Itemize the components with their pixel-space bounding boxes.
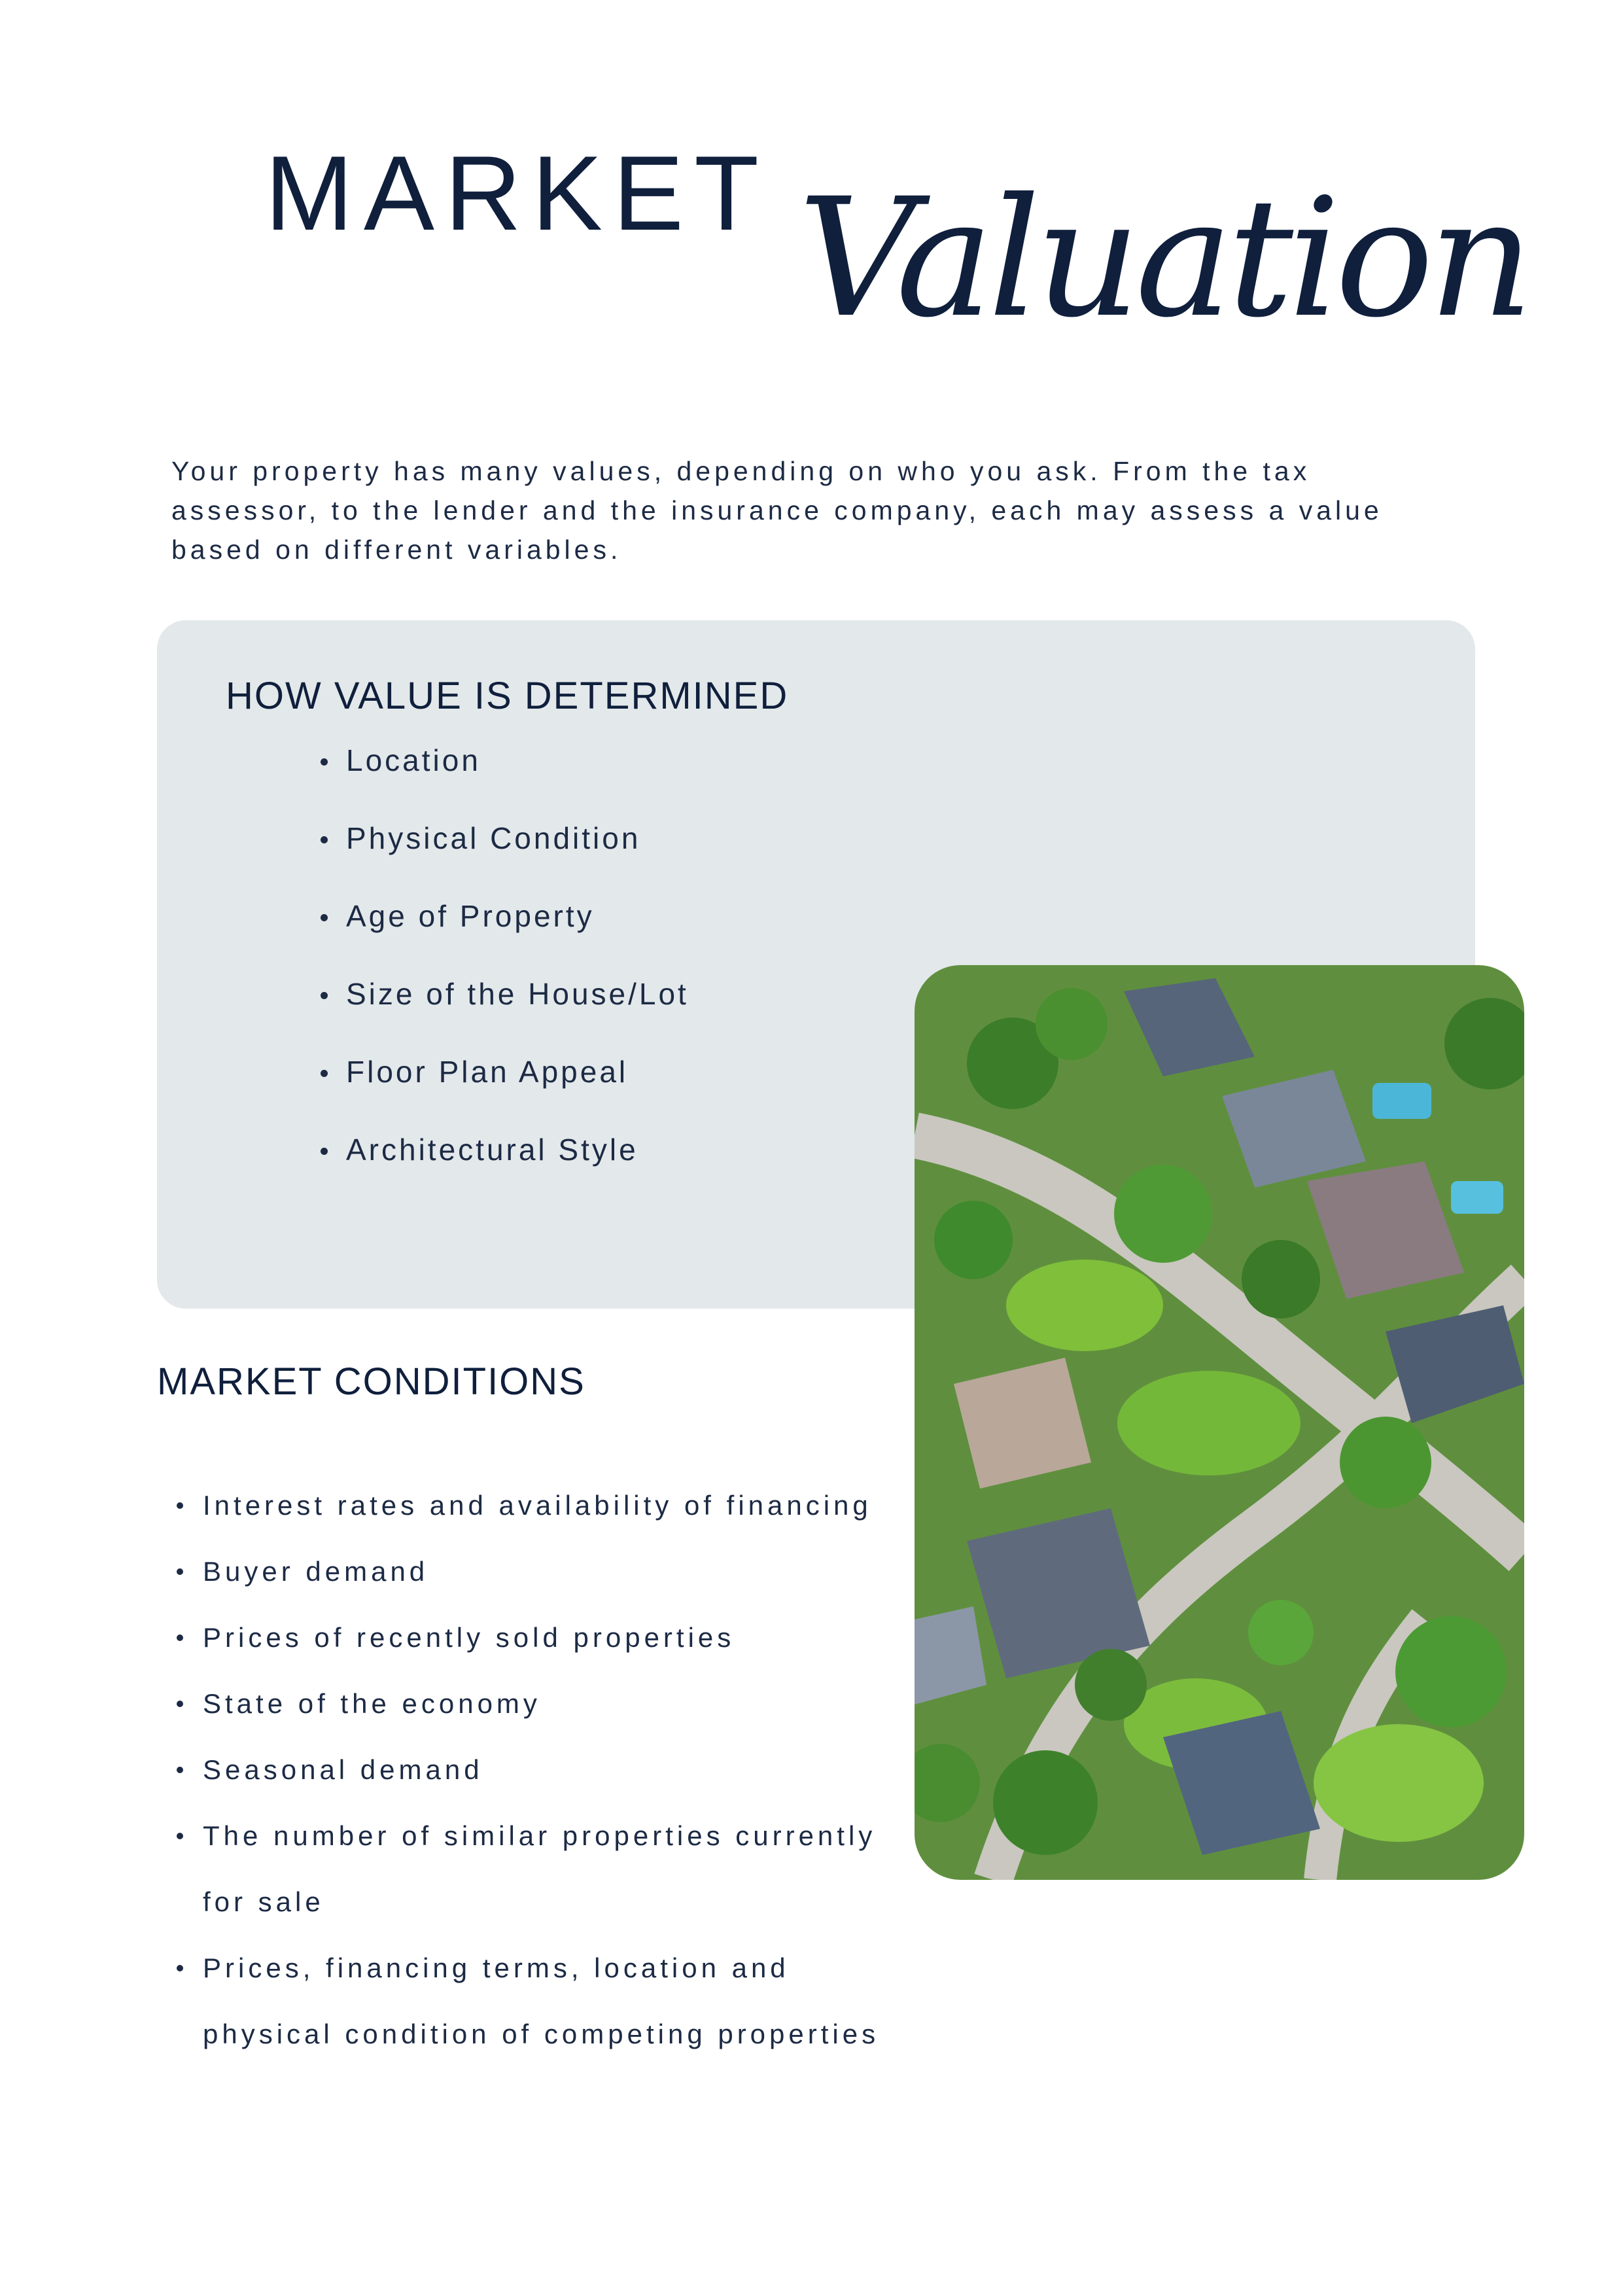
list-item xyxy=(321,1132,689,1210)
list-item xyxy=(321,743,689,821)
market-list xyxy=(177,1472,903,2067)
bullet-icon xyxy=(177,1833,183,1839)
title-market: MARKET xyxy=(265,134,770,253)
bullet-icon xyxy=(321,836,328,843)
bullet-icon xyxy=(177,1767,183,1773)
list-item-label: The number of similar properties currently for sale xyxy=(203,1820,877,1917)
intro-paragraph: Your property has many values, depending on who you ask. From the tax assessor, to the lender and the insurance company, each may assess a value based on different variables. xyxy=(171,456,1383,565)
list-item xyxy=(321,821,689,898)
neighborhood-aerial-photo xyxy=(915,965,1524,1880)
bullet-icon xyxy=(177,1502,183,1509)
title-script-text: Valuation xyxy=(798,163,1529,353)
list-item-label: Location xyxy=(346,743,481,777)
list-item xyxy=(321,1054,689,1132)
list-item xyxy=(321,976,689,1054)
list-item-label: Floor Plan Appeal xyxy=(346,1055,629,1089)
bullet-icon xyxy=(321,1148,328,1155)
list-item xyxy=(177,1935,903,2067)
bullet-icon xyxy=(177,1568,183,1575)
list-item-label: Seasonal demand xyxy=(203,1754,483,1785)
market-heading: MARKET CONDITIONS xyxy=(157,1360,585,1403)
value-heading: HOW VALUE IS DETERMINED xyxy=(226,675,789,717)
list-item xyxy=(177,1737,903,1803)
list-item-label: Interest rates and availability of financing xyxy=(203,1490,872,1521)
bullet-icon xyxy=(177,1701,183,1707)
value-list xyxy=(321,743,689,1210)
aerial-photo-illustration xyxy=(915,965,1524,1880)
list-item-label: Size of the House/Lot xyxy=(346,977,689,1011)
bullet-icon xyxy=(321,914,328,921)
list-item-label: Prices, financing terms, location and physical condition of competing properties xyxy=(203,1952,880,2049)
list-item-label: Buyer demand xyxy=(203,1556,429,1587)
list-item xyxy=(177,1604,903,1670)
list-item-label: Physical Condition xyxy=(346,821,641,855)
bullet-icon xyxy=(177,1634,183,1641)
list-item-label: Prices of recently sold properties xyxy=(203,1622,735,1653)
list-item xyxy=(177,1803,903,1935)
list-item xyxy=(177,1670,903,1737)
list-item xyxy=(321,898,689,976)
list-item xyxy=(177,1538,903,1604)
title-script-valuation xyxy=(700,124,1529,412)
list-item xyxy=(177,1472,903,1538)
list-item-label: Architectural Style xyxy=(346,1133,638,1167)
bullet-icon xyxy=(321,758,328,766)
bullet-icon xyxy=(321,992,328,999)
list-item-label: State of the economy xyxy=(203,1688,541,1719)
list-item-label: Age of Property xyxy=(346,899,595,933)
bullet-icon xyxy=(177,1965,183,1971)
bullet-icon xyxy=(321,1070,328,1077)
